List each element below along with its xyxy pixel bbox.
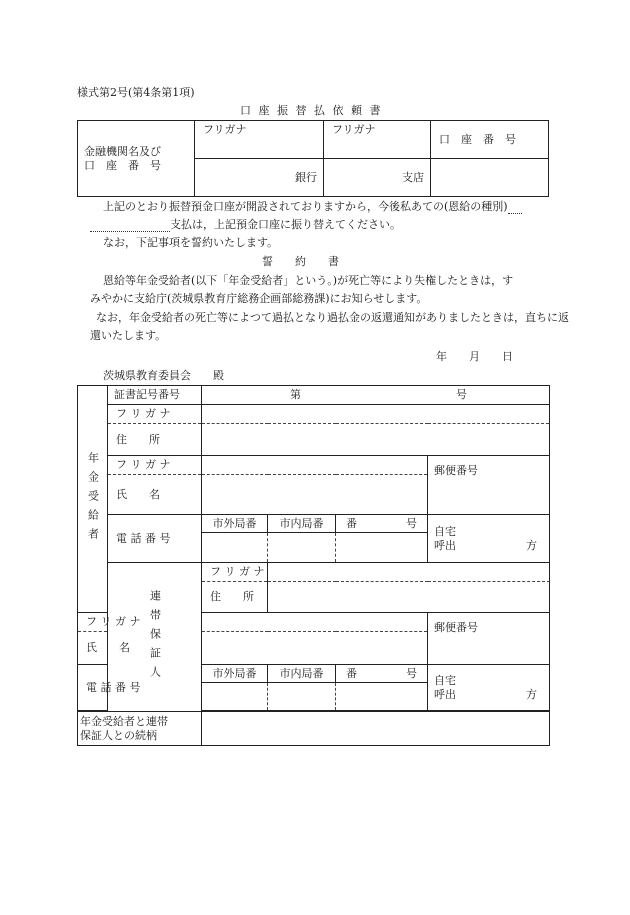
guarantor-contact-cell[interactable]: [428, 665, 550, 711]
guarantor-postal-label: 郵便番号: [434, 621, 478, 634]
recipient-contact-cell[interactable]: [428, 515, 550, 563]
bank-label-line1: 金融機関名及び: [84, 144, 161, 158]
pledge-date[interactable]: 年 月 日: [436, 350, 513, 363]
recipient-phone-inner-field[interactable]: [268, 533, 336, 563]
branch-name-cell[interactable]: [324, 159, 431, 197]
pledge-line1: 恩給等年金受給者(以下「年金受給者」という。)が死亡等により失権したときは，す: [103, 274, 514, 287]
pledge-title: 誓 約 書: [262, 255, 339, 268]
pledge-line4: 還いたします。: [90, 329, 167, 342]
guarantor-name-furigana-label: フ リ ガ ナ: [78, 613, 108, 632]
recipient-phone-outer-header: 市外局番: [202, 515, 268, 533]
recipient-phone-number-field[interactable]: [336, 533, 428, 563]
recipient-name-field[interactable]: [202, 475, 428, 515]
recipient-phone-outer-field[interactable]: [202, 533, 268, 563]
guarantor-name-field[interactable]: [202, 632, 428, 665]
guarantor-postal-cell[interactable]: [428, 613, 550, 665]
bank-label-cell: [78, 121, 195, 197]
guarantor-phone-outer-header: 市外局番: [202, 665, 268, 683]
pension-type-field[interactable]: [508, 203, 522, 214]
cert-number-field[interactable]: [202, 386, 550, 405]
recipient-postal-cell[interactable]: [428, 456, 550, 515]
guarantor-kata-label: 方: [526, 687, 537, 701]
branch-furigana-cell[interactable]: [324, 121, 431, 159]
bank-furigana-label: フリガナ: [203, 123, 247, 136]
recipient-address-field[interactable]: [202, 424, 550, 456]
personal-info-table: [77, 385, 550, 746]
guarantor-address-label: 住 所: [202, 582, 268, 613]
request-line2: 支払は，上記預金口座に振り替えてください。: [90, 218, 401, 232]
bank-suffix: 銀行: [295, 170, 317, 184]
relation-label-cell: [78, 712, 202, 746]
bank-label-line2: 口 座 番 号: [84, 158, 161, 172]
guarantor-name-furigana-field[interactable]: [202, 613, 428, 632]
guarantor-group-label: 連帯保証人: [108, 563, 202, 712]
form-title: 口 座 振 替 払 依 頼 書: [240, 104, 383, 117]
request-line3: なお，下記事項を誓約いたします。: [103, 236, 279, 249]
pension-type-continuation-field[interactable]: [90, 221, 170, 232]
recipient-home-label: 自宅: [434, 524, 456, 538]
recipient-kata-label: 方: [526, 538, 537, 552]
guarantor-phone-number-field[interactable]: [336, 683, 428, 711]
recipient-call-label: 呼出: [434, 538, 456, 552]
account-number-label-cell: [431, 121, 549, 159]
recipient-address-furigana-field[interactable]: [202, 405, 550, 424]
recipient-name-label: 氏 名: [108, 475, 202, 515]
relation-field[interactable]: [202, 712, 550, 746]
guarantor-home-label: 自宅: [434, 673, 456, 687]
recipient-name-furigana-label: フ リ ガ ナ: [108, 456, 202, 475]
bank-name-cell[interactable]: [195, 159, 324, 197]
guarantor-name-label: 氏 名: [78, 632, 108, 665]
guarantor-address-field[interactable]: [268, 582, 550, 613]
guarantor-address-furigana-label: フ リ ガ ナ: [202, 563, 268, 582]
recipient-phone-inner-header: 市内局番: [268, 515, 336, 533]
bank-furigana-cell[interactable]: [195, 121, 324, 159]
relation-label-line2: 保証人との続柄: [80, 728, 157, 742]
form-number: 様式第2号(第4条第1項): [77, 86, 195, 99]
recipient-address-label: 住 所: [108, 424, 202, 456]
guarantor-phone-label: 電 話 番 号: [78, 665, 108, 711]
relation-label-line1: 年金受給者と連帯: [80, 714, 168, 728]
pledge-line3: なお，年金受給者の死亡等によつて過払となり過払金の返還通知がありましたときは，直ちに返: [96, 311, 569, 324]
guarantor-phone-inner-field[interactable]: [268, 683, 336, 711]
bank-table: [77, 120, 549, 197]
guarantor-phone-inner-header: 市内局番: [268, 665, 336, 683]
guarantor-phone-outer-field[interactable]: [202, 683, 268, 711]
recipient-phone-number-header: 番 号: [336, 515, 428, 533]
recipient-group-label: 年金受給者: [78, 386, 108, 613]
recipient-phone-label: 電 話 番 号: [108, 515, 202, 563]
branch-suffix: 支店: [402, 170, 424, 184]
pledge-line2: みやかに支給庁(茨城県教育庁総務企画部総務課)にお知らせします。: [90, 292, 428, 305]
recipient-postal-label: 郵便番号: [434, 464, 478, 477]
cert-go: 号: [456, 388, 467, 401]
pledge-addressee: 茨城県教育委員会 殿: [103, 369, 224, 382]
recipient-name-furigana-field[interactable]: [202, 456, 428, 475]
guarantor-address-furigana-field[interactable]: [268, 563, 550, 582]
account-number-input-cell[interactable]: [431, 159, 549, 197]
cert-dai: 第: [290, 388, 301, 401]
recipient-address-furigana-label: フ リ ガ ナ: [108, 405, 202, 424]
account-number-label: 口 座 番 号: [439, 132, 516, 146]
guarantor-call-label: 呼出: [434, 687, 456, 701]
branch-furigana-label: フリガナ: [332, 123, 376, 136]
cert-number-label-cell: 証書記号番号: [108, 386, 202, 405]
guarantor-phone-number-header: 番 号: [336, 665, 428, 683]
request-line1: 上記のとおり振替預金口座が開設されておりますから，今後私あての(恩給の種別): [103, 200, 522, 214]
